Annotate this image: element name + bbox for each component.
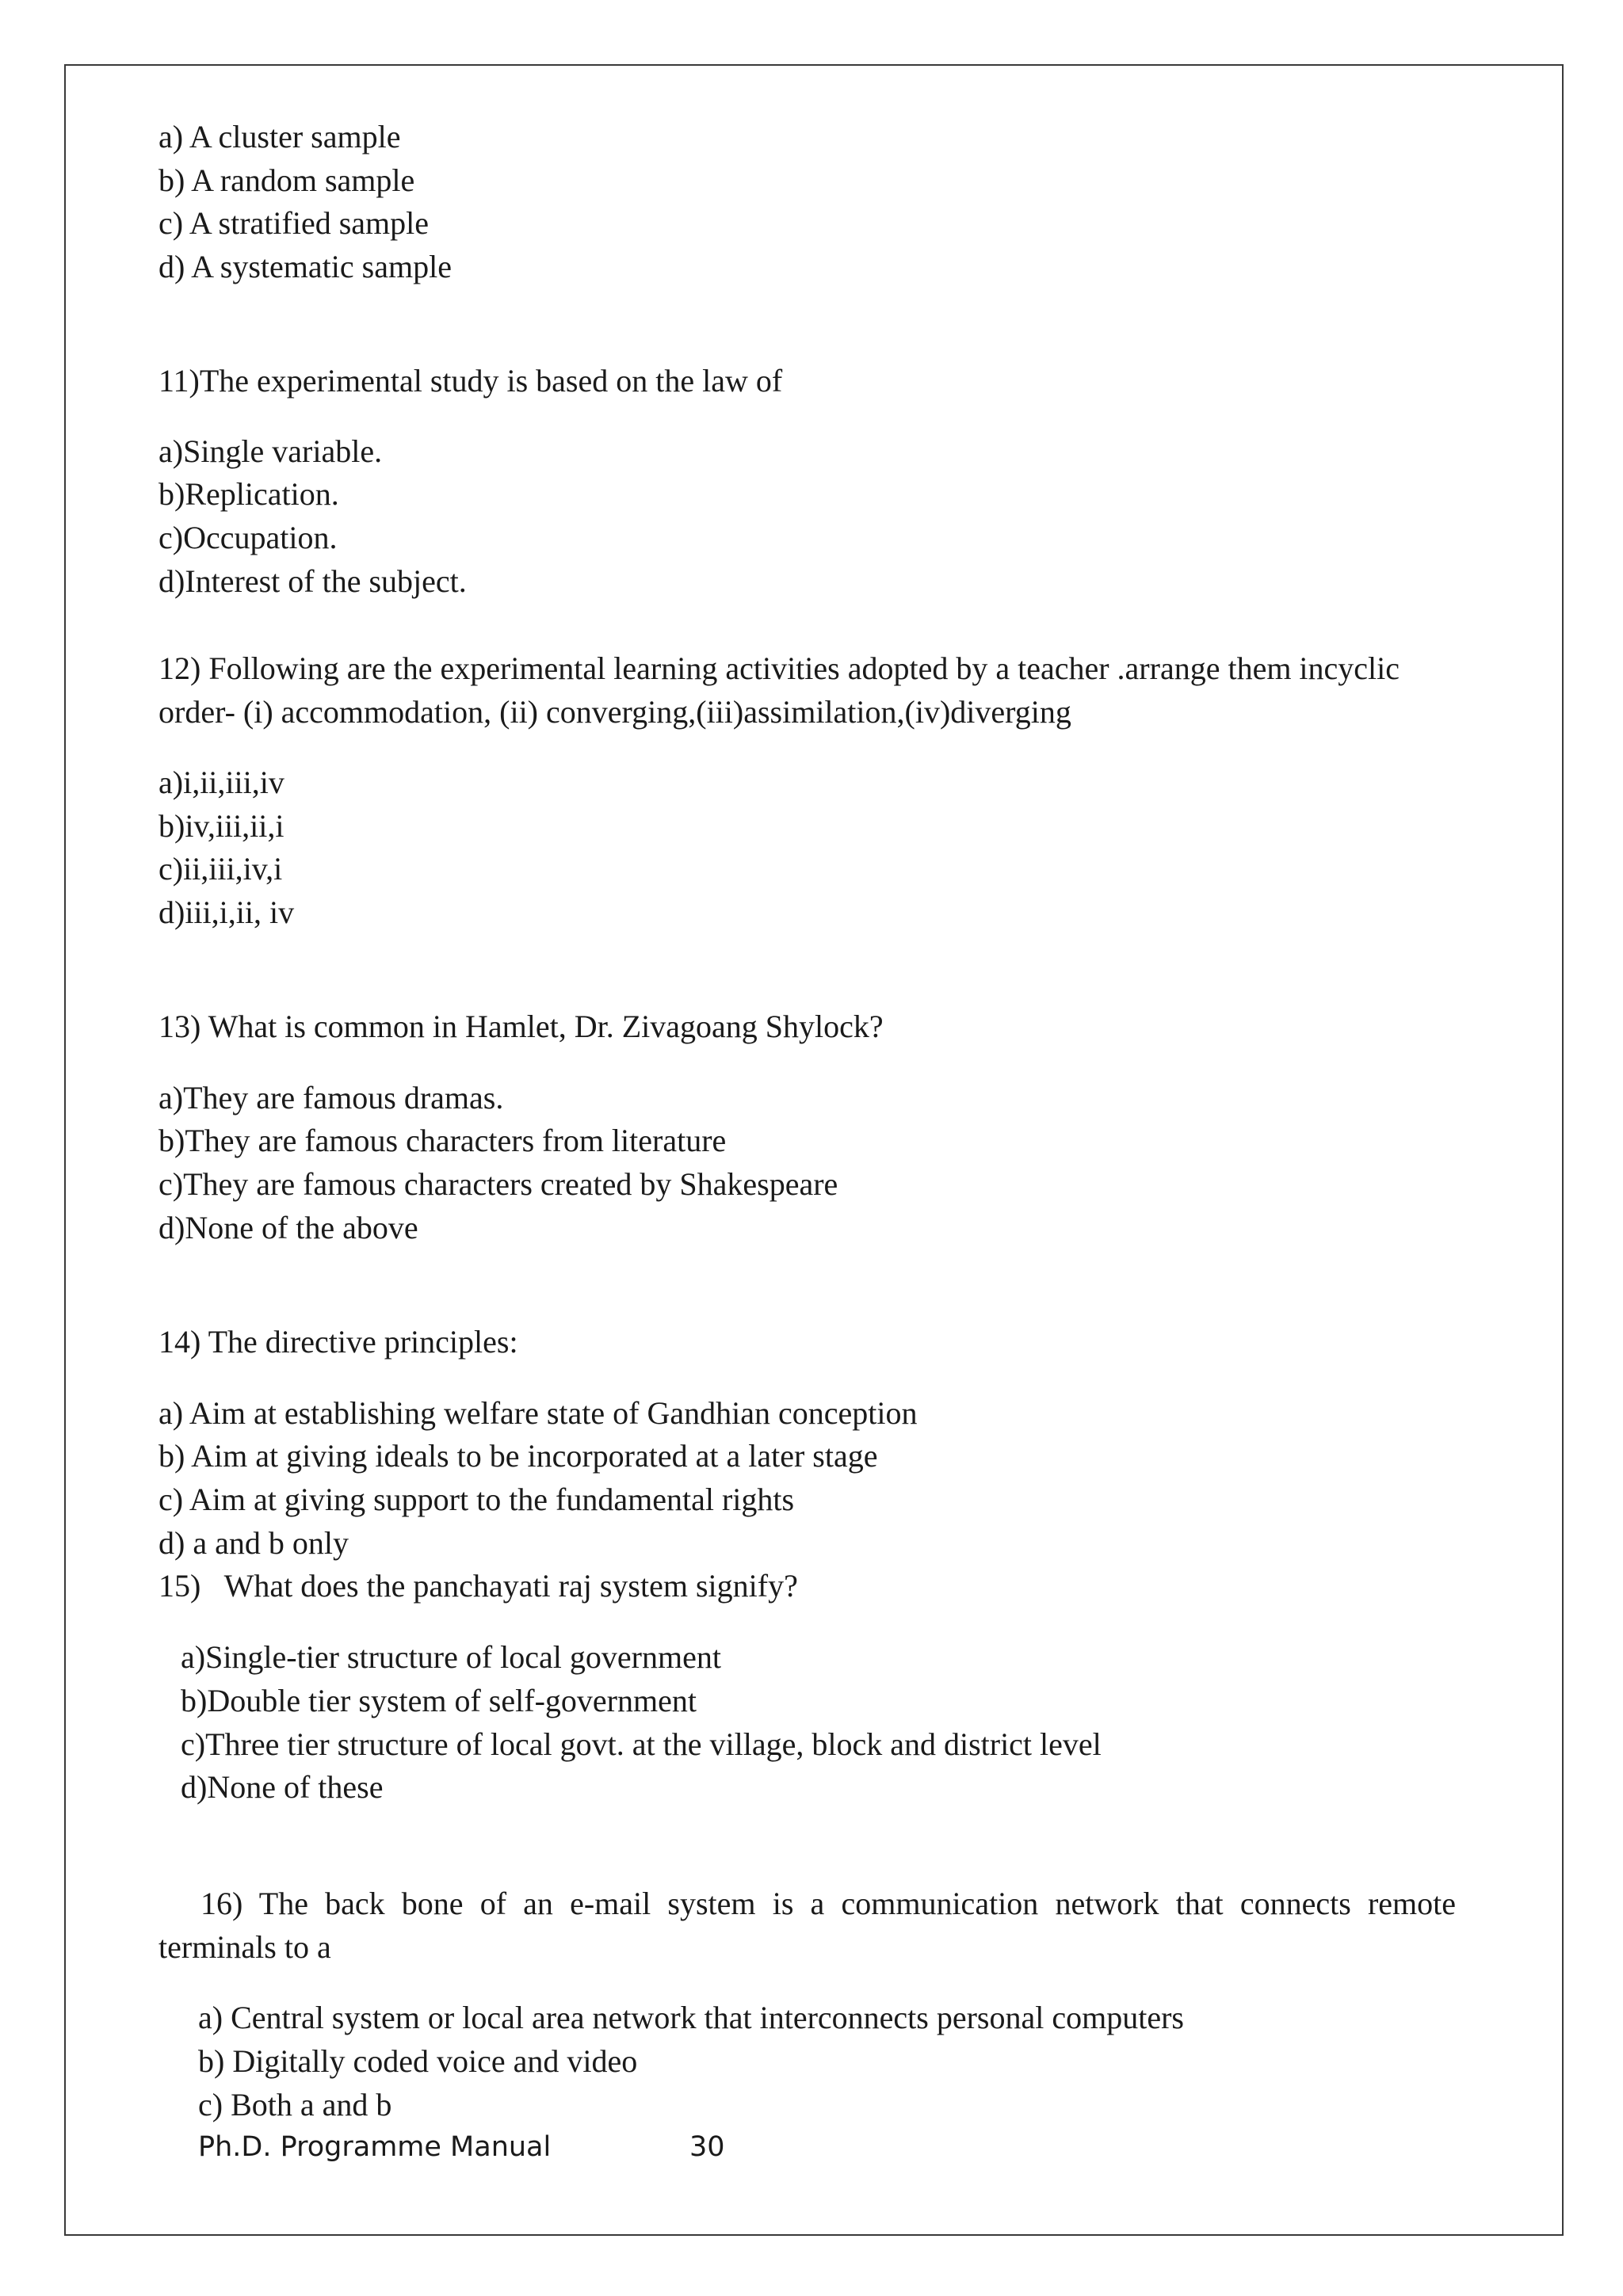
- question-15: 15) What does the panchayati raj system signify?: [158, 1568, 798, 1604]
- question-11: 11)The experimental study is based on the law of: [158, 363, 783, 399]
- option-d: d) A systematic sample: [158, 249, 452, 284]
- option-d: d) a and b only: [158, 1525, 349, 1561]
- question-16-continued: terminals to a: [158, 1929, 331, 1965]
- option-d: d)Interest of the subject.: [158, 563, 467, 599]
- question-12: 12) Following are the experimental learning activities adopted by a teacher .arrange them incyclic: [158, 650, 1400, 686]
- option-b: b)Replication.: [158, 476, 339, 512]
- question-12-continued: order- (i) accommodation, (ii) converging,(iii)assimilation,(iv)diverging: [158, 694, 1071, 730]
- option-a: a)Single variable.: [158, 433, 383, 469]
- question-14: 14) The directive principles:: [158, 1324, 518, 1360]
- option-a: a) Aim at establishing welfare state of Gandhian conception: [158, 1395, 918, 1431]
- page-number: 30: [689, 2131, 725, 2163]
- option-c: c)ii,iii,iv,i: [158, 851, 283, 887]
- option-c: c)Three tier structure of local govt. at the village, block and district level: [181, 1726, 1102, 1762]
- option-a: a)They are famous dramas.: [158, 1080, 504, 1116]
- option-a: a) Central system or local area network that interconnects personal computers: [198, 2000, 1184, 2035]
- option-c: c) Both a and b: [198, 2087, 392, 2122]
- option-b: b)iv,iii,ii,i: [158, 808, 285, 844]
- option-a: a)i,ii,iii,iv: [158, 765, 285, 800]
- option-d: d)None of these: [181, 1769, 384, 1805]
- option-d: d)None of the above: [158, 1210, 418, 1245]
- option-a: a)Single-tier structure of local government: [181, 1639, 721, 1675]
- option-c: c)Occupation.: [158, 520, 338, 555]
- option-c: c) A stratified sample: [158, 205, 430, 241]
- question-16: 16) The back bone of an e-mail system is a communication network that connects remote: [200, 1886, 1456, 1921]
- question-13: 13) What is common in Hamlet, Dr. Zivagoang Shylock?: [158, 1009, 884, 1044]
- footer-title: Ph.D. Programme Manual: [198, 2131, 552, 2163]
- option-a: a) A cluster sample: [158, 119, 401, 154]
- option-c: c) Aim at giving support to the fundamental rights: [158, 1482, 795, 1517]
- option-b: b)Double tier system of self-government: [181, 1683, 697, 1718]
- option-b: b) Aim at giving ideals to be incorporated at a later stage: [158, 1438, 878, 1474]
- option-b: b) Digitally coded voice and video: [198, 2043, 638, 2079]
- option-c: c)They are famous characters created by Shakespeare: [158, 1166, 838, 1202]
- option-d: d)iii,i,ii, iv: [158, 894, 295, 930]
- option-b: b) A random sample: [158, 162, 415, 198]
- option-b: b)They are famous characters from literature: [158, 1123, 727, 1158]
